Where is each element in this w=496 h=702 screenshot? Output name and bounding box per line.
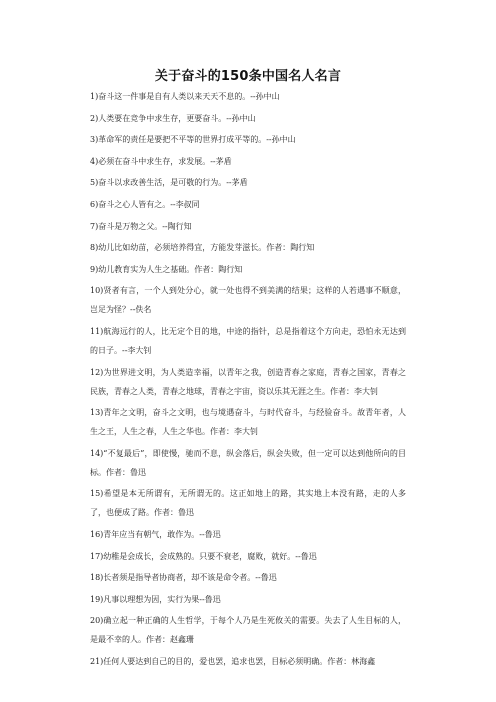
quote-item: 3)革命军的责任是要把不平等的世界打成平等的。--孙中山 bbox=[90, 135, 296, 145]
quote-item: 17)幼稚是会成长，会成熟的。只要不衰老，腐败，就好。--鲁迅 bbox=[90, 551, 317, 561]
quote-item: 1)奋斗这一件事是自有人类以来天天不息的。--孙中山 bbox=[90, 92, 280, 101]
quote-item: 6)奋斗之心人皆有之。--李叔同 bbox=[90, 199, 200, 209]
quote-item: 16)青年应当有朝气，敢作为。--鲁迅 bbox=[90, 529, 221, 539]
quote-list bbox=[90, 87, 406, 673]
quote-item: 19)凡事以理想为因，实行为果--鲁迅 bbox=[90, 594, 221, 604]
quote-item: 14)“不复最后”，即使慢，驰而不息，纵会落后，纵会失败，但一定可以达到他所向的目标。作者：鲁迅 bbox=[90, 448, 406, 477]
quote-item: 4)必须在奋斗中求生存，求发展。--茅盾 bbox=[90, 156, 232, 166]
document-title: 关于奋斗的150条中国名人名言 bbox=[154, 69, 342, 84]
quote-item: 13)青年之文明，奋斗之文明，也与境遇奋斗，与时代奋斗，与经验奋斗。故青年者，人生之王，人生之春，人生之华也。作者：李大钊 bbox=[90, 408, 406, 437]
quote-item: 11)航海远行的人，比无定个目的地，中途的指针，总是指着这个方向走，恐怕永无达到的日子。--李大钊 bbox=[90, 326, 406, 355]
quote-item: 12)为世界进文明，为人类造幸福，以青年之我，创造青春之家庭，青春之国家，青春之民族，青春之人类，青春之地球，青春之宇宙，资以乐其无涯之生。作者：李大钊 bbox=[90, 367, 406, 396]
quote-item: 18)长者须是指导者协商者，却不该是命令者。--鲁迅 bbox=[90, 573, 277, 583]
quote-item: 21)任何人要达到自己的目的，爱也罢，追求也罢，目标必须明确。作者：林海鑫 bbox=[90, 656, 376, 666]
quote-item: 10)贤者有言，一个人到处分心，就一处也得不到美满的结果；这样的人若遇事不顺意，岂足为怪？--佚名 bbox=[90, 286, 406, 315]
quote-item: 5)奋斗以求改善生活，是可敬的行为。--茅盾 bbox=[90, 178, 248, 188]
quote-item: 20)确立起一种正确的人生哲学，于每个人乃是生死攸关的需要。失去了人生目标的人，是最不幸的人。作者：赵鑫珊 bbox=[90, 616, 406, 645]
quote-item: 15)希望是本无所谓有，无所谓无的。这正如地上的路，其实地上本没有路，走的人多了，也便成了路。作者：鲁迅 bbox=[90, 489, 406, 518]
quote-item: 9)幼儿教育实为人生之基础。作者：陶行知 bbox=[90, 264, 243, 274]
quote-item: 2)人类要在竞争中求生存，更要奋斗。--孙中山 bbox=[90, 113, 256, 123]
quote-item: 7)奋斗是万物之父。--陶行知 bbox=[90, 221, 192, 231]
quote-item: 8)幼儿比如幼苗，必须培养得宜，方能发芽滋长。作者：陶行知 bbox=[90, 243, 315, 253]
